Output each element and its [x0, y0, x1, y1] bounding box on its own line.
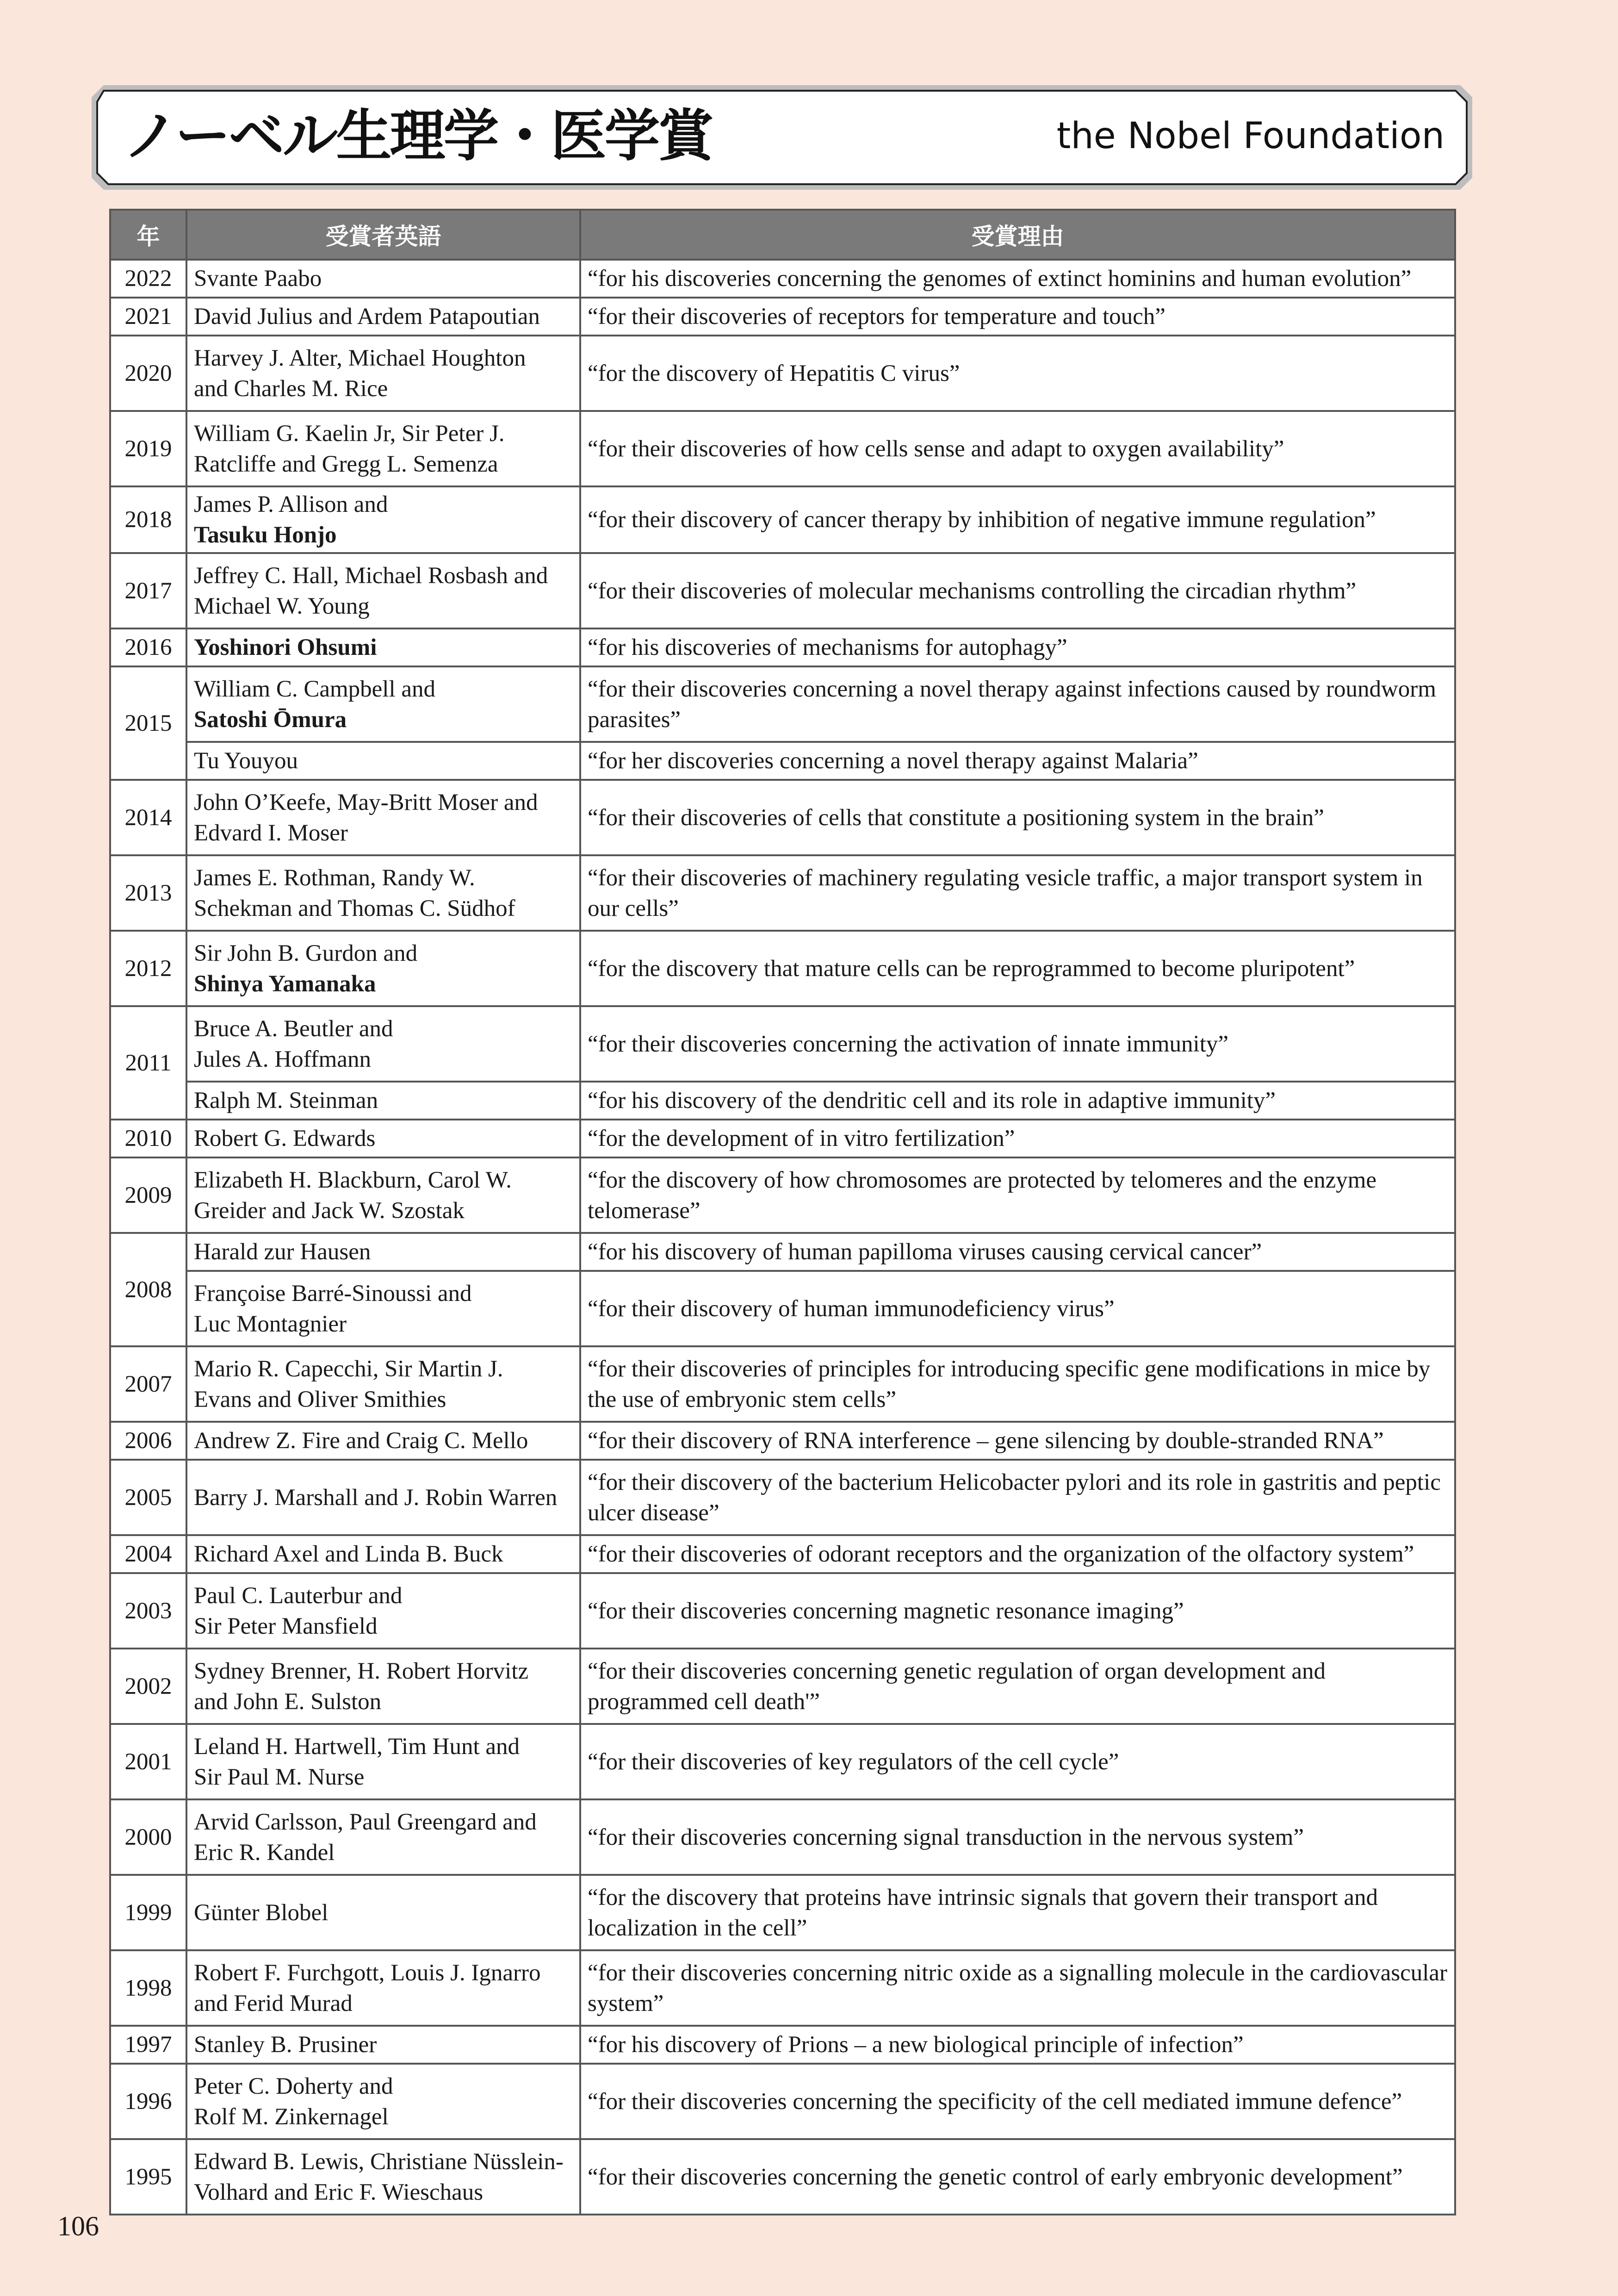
- laureates-cell: [186, 1422, 580, 1460]
- laureate-name: James E. Rothman, Randy W.: [194, 865, 475, 891]
- page-number: 106: [57, 2211, 99, 2241]
- table-row: [110, 666, 1455, 742]
- laureate-name: Sir John B. Gurdon and: [194, 940, 418, 966]
- year-cell: 1996: [110, 2064, 186, 2139]
- laureate-name: Schekman and Thomas C. Südhof: [194, 895, 515, 921]
- laureate-name: Rolf M. Zinkernagel: [194, 2103, 389, 2130]
- table-row: [110, 1950, 1455, 2026]
- table-row: [110, 931, 1455, 1006]
- laureates-cell: [186, 742, 580, 780]
- laureates-cell: [186, 298, 580, 336]
- laureates-cell: [186, 1875, 580, 1950]
- reason-cell: “for the discovery of Hepatitis C virus”: [580, 336, 1455, 411]
- laureate-name: Günter Blobel: [194, 1899, 329, 1926]
- laureates-cell: [186, 1082, 580, 1120]
- reason-cell: “for their discovery of RNA interference – gene silencing by double-stranded RNA”: [580, 1422, 1455, 1460]
- year-cell: 2014: [110, 780, 186, 855]
- laureates-cell: [186, 2139, 580, 2215]
- table-row: [110, 1006, 1455, 1082]
- year-cell: 2005: [110, 1460, 186, 1535]
- laureate-name: James P. Allison and: [194, 492, 388, 517]
- table-row: [110, 2026, 1455, 2064]
- laureates-cell: [186, 336, 580, 411]
- reason-cell: “for their discoveries concerning a novel therapy against infections caused by roundworm parasites”: [580, 666, 1455, 742]
- laureate-name: Tu Youyou: [194, 748, 298, 774]
- laureate-table: [109, 209, 1456, 2215]
- laureate-name: Jeffrey C. Hall, Michael Rosbash and: [194, 562, 548, 589]
- table-row: [110, 2139, 1455, 2215]
- laureate-name: Evans and Oliver Smithies: [194, 1386, 446, 1412]
- laureate-name: Robert F. Furchgott, Louis J. Ignarro: [194, 1960, 541, 1986]
- year-cell: 2008: [110, 1233, 186, 1346]
- laureates-cell: [186, 553, 580, 628]
- table-row: [110, 1460, 1455, 1535]
- laureates-cell: [186, 1271, 580, 1346]
- laureate-name: Elizabeth H. Blackburn, Carol W.: [194, 1167, 512, 1193]
- year-cell: 2007: [110, 1346, 186, 1422]
- year-cell: 2016: [110, 628, 186, 666]
- title-banner: [91, 84, 1473, 191]
- header-reason: 受賞理由: [580, 210, 1455, 260]
- laureate-name: Svante Paabo: [194, 266, 322, 292]
- laureate-name-highlight: Tasuku Honjo: [194, 522, 337, 548]
- laureate-name: and Charles M. Rice: [194, 375, 388, 402]
- page-title: ノーベル生理学・医学賞: [123, 104, 712, 168]
- laureates-cell: [186, 1346, 580, 1422]
- laureate-name-highlight: Shinya Yamanaka: [194, 971, 376, 997]
- laureate-name: Jules A. Hoffmann: [194, 1046, 371, 1072]
- reason-cell: “for his discovery of the dendritic cell and its role in adaptive immunity”: [580, 1082, 1455, 1120]
- laureate-name: Edward B. Lewis, Christiane Nüsslein-: [194, 2148, 564, 2175]
- laureates-cell: [186, 628, 580, 666]
- source-label: the Nobel Foundation: [1056, 115, 1444, 157]
- laureate-name-highlight: Satoshi Ōmura: [194, 706, 347, 733]
- table-row: [110, 553, 1455, 628]
- reason-cell: “for their discovery of the bacterium Helicobacter pylori and its role in gastritis and peptic ulcer disease”: [580, 1460, 1455, 1535]
- laureates-cell: [186, 2064, 580, 2139]
- table-row: [110, 298, 1455, 336]
- laureate-name: Sir Paul M. Nurse: [194, 1764, 365, 1790]
- laureates-cell: [186, 1157, 580, 1233]
- laureates-cell: [186, 1233, 580, 1271]
- table-row: [110, 1422, 1455, 1460]
- laureate-name: Andrew Z. Fire and Craig C. Mello: [194, 1428, 528, 1454]
- table-row: [110, 1082, 1455, 1120]
- year-cell: 2010: [110, 1120, 186, 1157]
- reason-cell: “for her discoveries concerning a novel therapy against Malaria”: [580, 742, 1455, 780]
- year-cell: 2006: [110, 1422, 186, 1460]
- year-cell: 2012: [110, 931, 186, 1006]
- laureate-name: David Julius and Ardem Patapoutian: [194, 304, 540, 330]
- laureate-name: Peter C. Doherty and: [194, 2073, 393, 2099]
- year-cell: 2017: [110, 553, 186, 628]
- year-cell: 2000: [110, 1799, 186, 1875]
- table-row: [110, 336, 1455, 411]
- table-body: [110, 260, 1455, 2215]
- laureates-cell: [186, 411, 580, 486]
- year-cell: 2003: [110, 1573, 186, 1649]
- table-row: [110, 1649, 1455, 1724]
- laureates-cell: [186, 780, 580, 855]
- year-cell: 2015: [110, 666, 186, 780]
- reason-cell: “for their discoveries concerning signal transduction in the nervous system”: [580, 1799, 1455, 1875]
- reason-cell: “for their discoveries of principles for introducing specific gene modifications in mice by the use of embryonic stem cells”: [580, 1346, 1455, 1422]
- header-laureates: 受賞者英語: [186, 210, 580, 260]
- laureates-cell: [186, 1120, 580, 1157]
- reason-cell: “for the discovery of how chromosomes are protected by telomeres and the enzyme telomerase”: [580, 1157, 1455, 1233]
- year-cell: 2021: [110, 298, 186, 336]
- table-row: [110, 1875, 1455, 1950]
- year-cell: 1999: [110, 1875, 186, 1950]
- table-row: [110, 2064, 1455, 2139]
- reason-cell: “for the discovery that proteins have intrinsic signals that govern their transport and localization in the cell”: [580, 1875, 1455, 1950]
- year-cell: 2013: [110, 855, 186, 931]
- reason-cell: “for their discoveries concerning the activation of innate immunity”: [580, 1006, 1455, 1082]
- table-row: [110, 411, 1455, 486]
- laureates-cell: [186, 931, 580, 1006]
- table-row: [110, 855, 1455, 931]
- laureate-name: William C. Campbell and: [194, 676, 436, 702]
- laureate-name-highlight: Yoshinori Ohsumi: [194, 635, 377, 660]
- table-row: [110, 1157, 1455, 1233]
- laureates-cell: [186, 1950, 580, 2026]
- laureate-name: Harvey J. Alter, Michael Houghton: [194, 345, 526, 371]
- year-cell: 2020: [110, 336, 186, 411]
- year-cell: 2009: [110, 1157, 186, 1233]
- laureate-name: Edvard I. Moser: [194, 820, 348, 846]
- reason-cell: “for their discoveries of receptors for temperature and touch”: [580, 298, 1455, 336]
- table-row: [110, 1724, 1455, 1799]
- table-row: [110, 260, 1455, 298]
- laureates-cell: [186, 2026, 580, 2064]
- year-cell: 2004: [110, 1535, 186, 1573]
- table-row: [110, 1535, 1455, 1573]
- reason-cell: “for their discoveries of key regulators of the cell cycle”: [580, 1724, 1455, 1799]
- table-header-row: [110, 210, 1455, 260]
- table-row: [110, 1346, 1455, 1422]
- table-row: [110, 1271, 1455, 1346]
- laureate-name: Harald zur Hausen: [194, 1239, 371, 1265]
- laureates-cell: [186, 1006, 580, 1082]
- laureate-name: Mario R. Capecchi, Sir Martin J.: [194, 1356, 503, 1382]
- table-row: [110, 628, 1455, 666]
- laureate-name: and John E. Sulston: [194, 1688, 382, 1715]
- laureates-cell: [186, 1799, 580, 1875]
- reason-cell: “for their discoveries concerning genetic regulation of organ development and programmed cell death'”: [580, 1649, 1455, 1724]
- reason-cell: “for their discovery of cancer therapy by inhibition of negative immune regulation”: [580, 486, 1455, 553]
- laureate-name: Greider and Jack W. Szostak: [194, 1197, 465, 1224]
- laureates-cell: [186, 855, 580, 931]
- year-cell: 2022: [110, 260, 186, 298]
- table-row: [110, 780, 1455, 855]
- laureate-name: Michael W. Young: [194, 593, 370, 619]
- year-cell: 2002: [110, 1649, 186, 1724]
- table-row: [110, 1799, 1455, 1875]
- laureate-name: Volhard and Eric F. Wieschaus: [194, 2179, 484, 2205]
- laureates-cell: [186, 1460, 580, 1535]
- reason-cell: “for their discoveries concerning the specificity of the cell mediated immune defence”: [580, 2064, 1455, 2139]
- laureate-name: Bruce A. Beutler and: [194, 1015, 393, 1042]
- table-row: [110, 1120, 1455, 1157]
- laureate-name: Arvid Carlsson, Paul Greengard and: [194, 1809, 537, 1835]
- year-cell: 2019: [110, 411, 186, 486]
- reason-cell: “for the discovery that mature cells can be reprogrammed to become pluripotent”: [580, 931, 1455, 1006]
- laureate-name: William G. Kaelin Jr, Sir Peter J.: [194, 420, 505, 447]
- reason-cell: “for their discoveries of cells that constitute a positioning system in the brain”: [580, 780, 1455, 855]
- year-cell: 1997: [110, 2026, 186, 2064]
- laureate-name: Françoise Barré-Sinoussi and: [194, 1280, 472, 1307]
- table-row: [110, 1573, 1455, 1649]
- laureates-cell: [186, 1535, 580, 1573]
- laureates-cell: [186, 666, 580, 742]
- reason-cell: “for their discoveries concerning magnetic resonance imaging”: [580, 1573, 1455, 1649]
- reason-cell: “for their discoveries of odorant receptors and the organization of the olfactory system”: [580, 1535, 1455, 1573]
- laureate-name: Ralph M. Steinman: [194, 1088, 378, 1114]
- reason-cell: “for their discoveries of how cells sense and adapt to oxygen availability”: [580, 411, 1455, 486]
- laureates-cell: [186, 1724, 580, 1799]
- reason-cell: “for their discoveries of machinery regulating vesicle traffic, a major transport system in our cells”: [580, 855, 1455, 931]
- laureate-name: Richard Axel and Linda B. Buck: [194, 1541, 503, 1567]
- laureates-cell: [186, 260, 580, 298]
- laureates-cell: [186, 1649, 580, 1724]
- laureate-name: Robert G. Edwards: [194, 1126, 376, 1151]
- laureate-name: Stanley B. Prusiner: [194, 2032, 377, 2058]
- reason-cell: “for their discoveries of molecular mechanisms controlling the circadian rhythm”: [580, 553, 1455, 628]
- header-year: 年: [110, 210, 186, 260]
- year-cell: 2011: [110, 1006, 186, 1120]
- laureate-name: John O’Keefe, May-Britt Moser and: [194, 789, 538, 815]
- year-cell: 2001: [110, 1724, 186, 1799]
- reason-cell: “for his discovery of Prions – a new biological principle of infection”: [580, 2026, 1455, 2064]
- table-row: [110, 486, 1455, 553]
- year-cell: 1995: [110, 2139, 186, 2215]
- laureate-name: Luc Montagnier: [194, 1311, 347, 1337]
- year-cell: 2018: [110, 486, 186, 553]
- laureate-name: Sir Peter Mansfield: [194, 1613, 378, 1639]
- reason-cell: “for his discoveries of mechanisms for autophagy”: [580, 628, 1455, 666]
- laureate-name: Sydney Brenner, H. Robert Horvitz: [194, 1658, 529, 1684]
- reason-cell: “for their discovery of human immunodeficiency virus”: [580, 1271, 1455, 1346]
- laureate-name: Leland H. Hartwell, Tim Hunt and: [194, 1733, 520, 1760]
- laureate-name: Paul C. Lauterbur and: [194, 1582, 403, 1609]
- reason-cell: “for their discoveries concerning the genetic control of early embryonic development”: [580, 2139, 1455, 2215]
- year-cell: 1998: [110, 1950, 186, 2026]
- table-row: [110, 742, 1455, 780]
- reason-cell: “for the development of in vitro fertilization”: [580, 1120, 1455, 1157]
- laureates-cell: [186, 1573, 580, 1649]
- reason-cell: “for his discoveries concerning the genomes of extinct hominins and human evolution”: [580, 260, 1455, 298]
- laureate-name: Barry J. Marshall and J. Robin Warren: [194, 1484, 558, 1511]
- laureate-name: Eric R. Kandel: [194, 1839, 335, 1866]
- table-row: [110, 1233, 1455, 1271]
- laureate-name: and Ferid Murad: [194, 1990, 353, 2016]
- laureate-name: Ratcliffe and Gregg L. Semenza: [194, 451, 498, 477]
- reason-cell: “for their discoveries concerning nitric oxide as a signalling molecule in the cardiovascular system”: [580, 1950, 1455, 2026]
- laureates-cell: [186, 486, 580, 553]
- reason-cell: “for his discovery of human papilloma viruses causing cervical cancer”: [580, 1233, 1455, 1271]
